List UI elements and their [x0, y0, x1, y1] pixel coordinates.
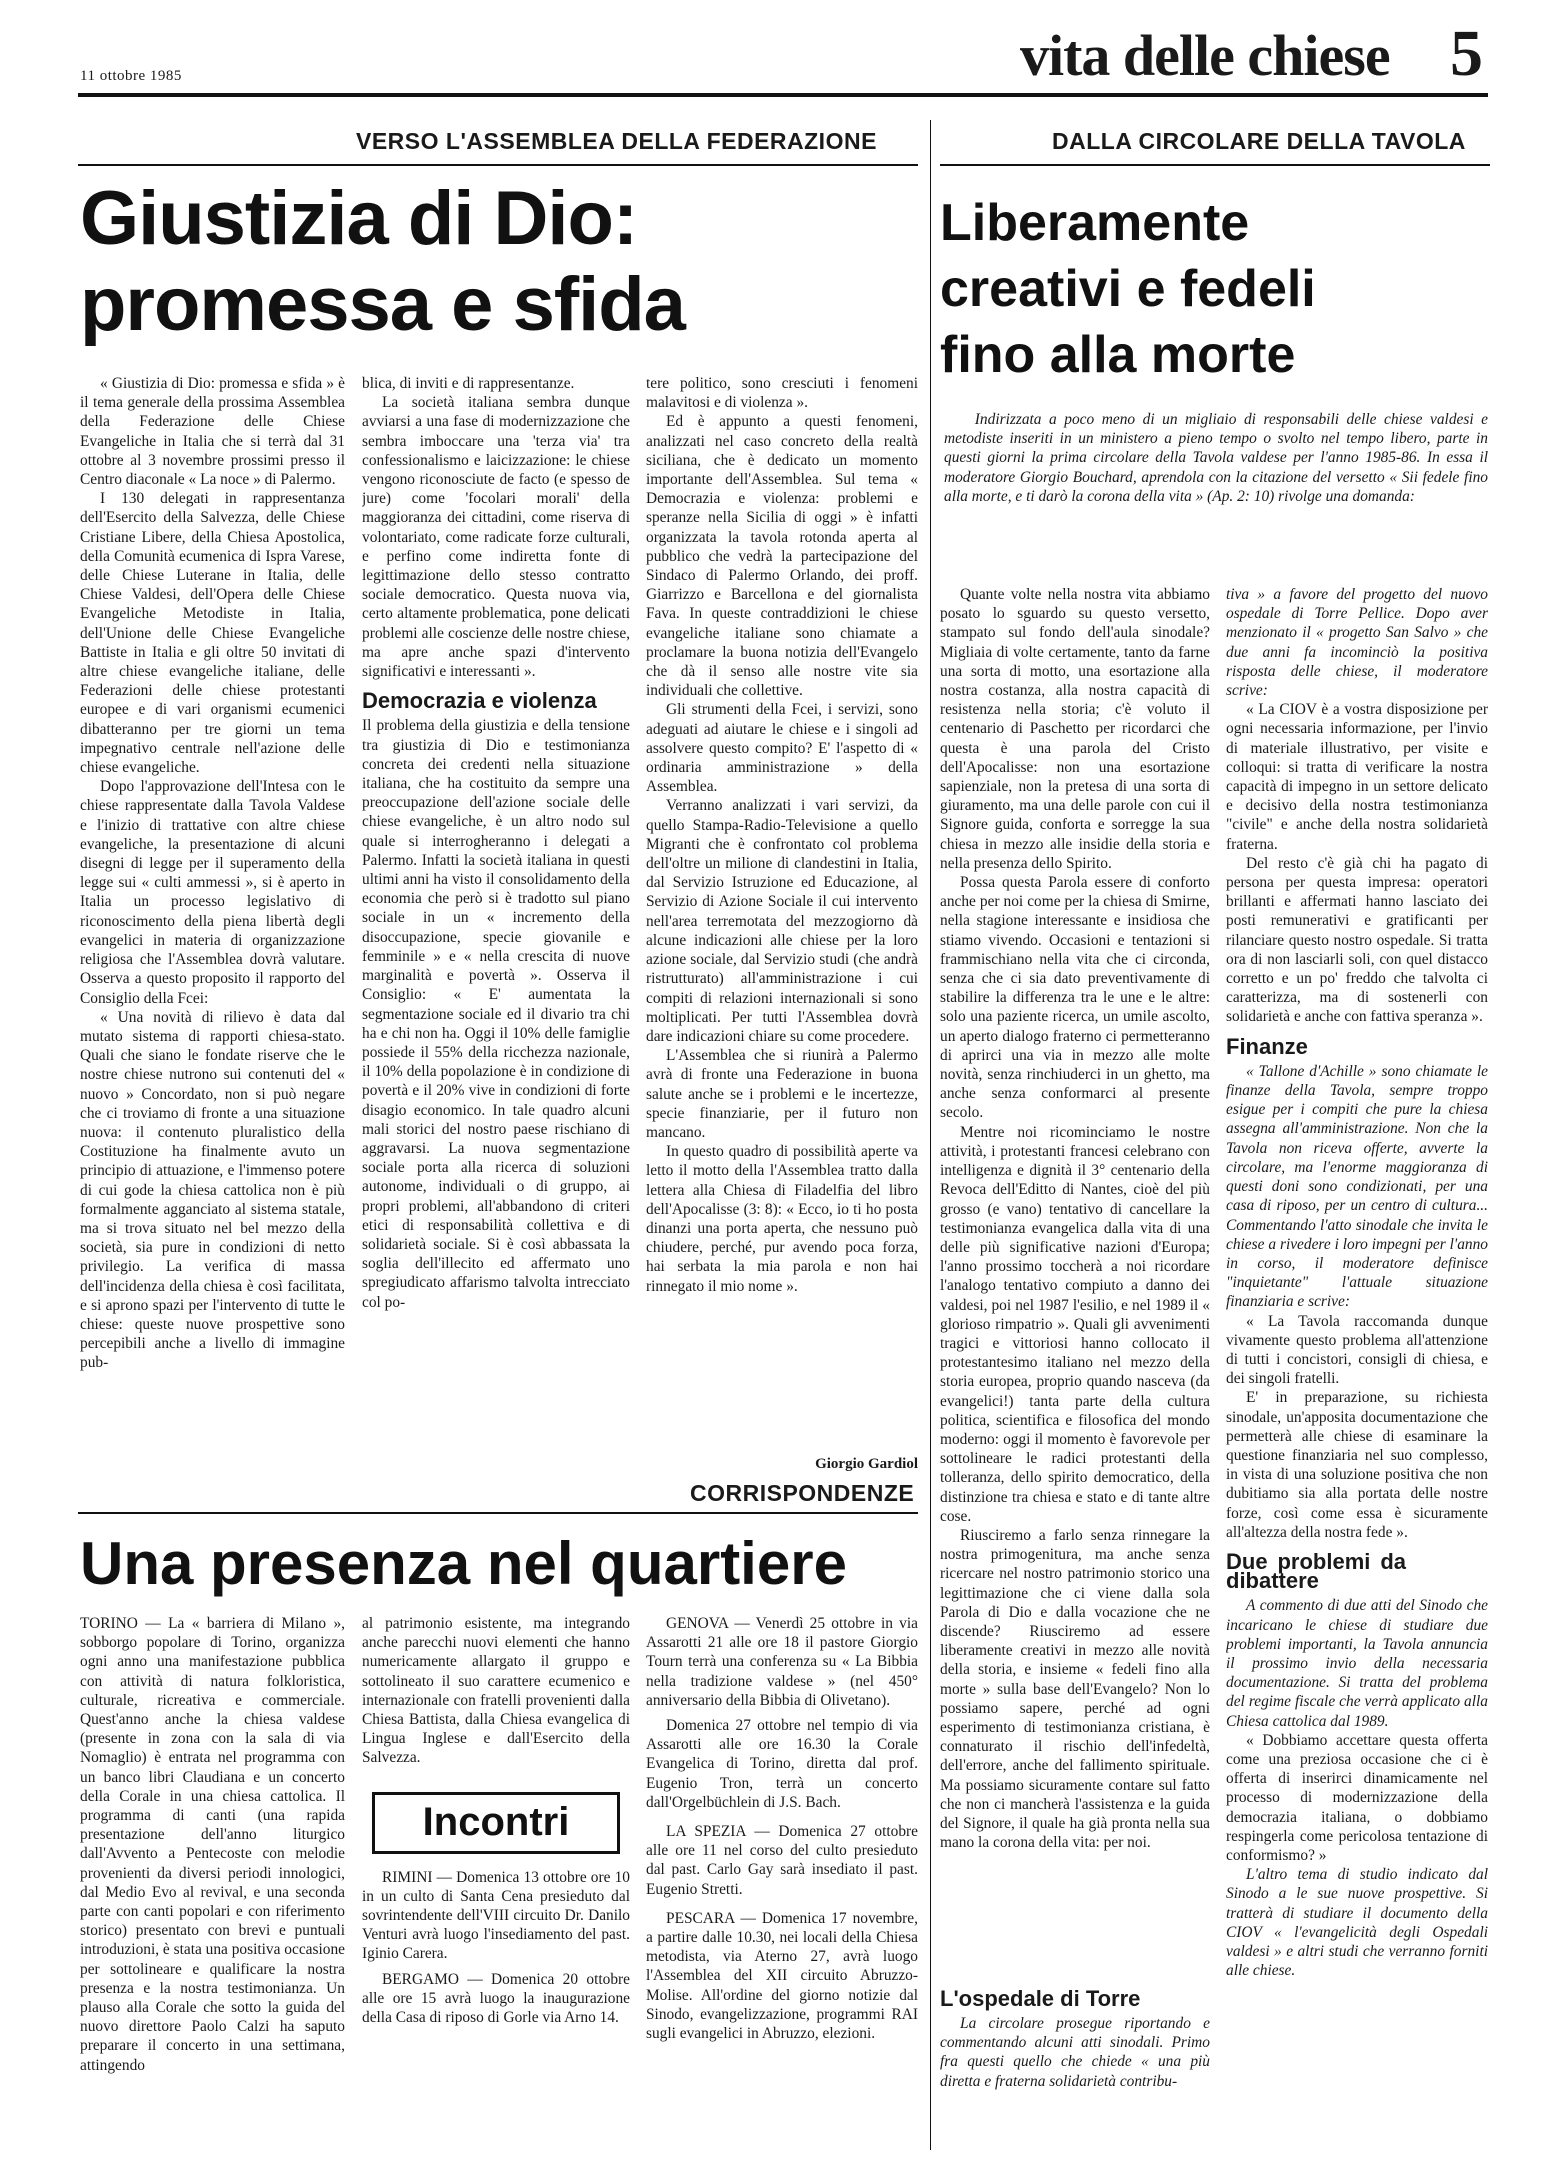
article3-title: Una presenza nel quartiere	[80, 1530, 847, 1597]
article1-col3-paragraph: In questo quadro di possibilità aperte va letto il motto della l'Assemblea tratto dalla lettera alla Chiesa di Filadelfia del libro dell'Apocalisse (3: 8): « Ecco, io ti ho posta dinanzi una porta aperta, che nessuno può chiudere, perché, pur avendo poca forza, hai serbata la mia parola e non hai rinnegato il mio nome ».	[646, 1143, 918, 1295]
incontri-title: Incontri	[422, 1800, 570, 1845]
finanze-paragraph: « La Tavola raccomanda dunque vivamente questo problema all'attenzione di tutti i concistori, consigli di chiesa, e dei singoli fratelli.	[1226, 1312, 1488, 1388]
article2-kicker-rule	[940, 164, 1490, 166]
article2-title-line2: creativi e fedeli	[940, 260, 1316, 318]
article2-col2-paragraph: « La CIOV è a vostra disposizione per ogni necessaria informazione, per l'invio di materiale illustrativo, per visite e colloqui: si tratta di verificare la nostra capacità di impegno in un settore delicato e decisivo della nostra testimonianza "civile" e anche della nostra solidarietà fraterna.	[1226, 701, 1488, 853]
problemi-intro: A commento di due atti del Sinodo che incaricano le chiese di studiare due problemi importanti, la Tavola annuncia il prossimo invio della necessaria documentazione. Si tratta del problema del regime fiscale che verrà applicato alla Chiesa cattolica dal 1989.	[1226, 1597, 1488, 1730]
article3-column3	[646, 1614, 918, 2154]
article2-kicker: DALLA CIRCOLARE DELLA TAVOLA	[1052, 128, 1466, 154]
finanze-subhead: Finanze	[1226, 1033, 1308, 1059]
article1-col2b-paragraph: Il problema della giustizia e della tensione tra giustizia di Dio e testimonianza concreta dei credenti nella situazione italiana, che ha costituito da sempre una preoccupazione dell'azione sociale delle chiese evangeliche, è un altro nodo sul quale si interrogheranno i delegati a Palermo. Infatti la società italiana in questi ultimi anni ha visto il consolidamento della economia che però si è tradotto sul piano sociale in un « incremento della disoccupazione, specie giovanile e femminile » e « nella crescita di nuove marginalità e povertà ». Osserva il Consiglio: « E' aumentata la segmentazione sociale ed il divario tra chi ha e chi non ha. Oggi il 10% delle famiglie possiede il 55% della ricchezza nazionale, il 10% della popolazione è in condizione di povertà e il 20% vive in condizioni di forte disagio economico. In tale quadro alcuni mali storici del nostro paese rischiano di aggravarsi. La nuova segmentazione sociale porta alla ricerca di soluzioni autonome, individuali o di gruppo, ai propri problemi, all'abbandono di criteri etici di responsabilità collettiva e di solidarietà sociale. Si è così abbassata la soglia dell'illecito ed affermato uno spregiudicato affarismo talvolta intrecciato col po-	[362, 717, 630, 1311]
laspezia-notice: LA SPEZIA — Domenica 27 ottobre alle ore 11 nel corso del culto presieduto dal past. Carlo Gay sarà insediato il past. Eugenio Stretti.	[646, 1823, 918, 1898]
democrazia-subhead: Democrazia e violenza	[362, 688, 597, 714]
ospedale-subhead: L'ospedale di Torre	[940, 1986, 1141, 2011]
article1-column1	[80, 374, 345, 1474]
article2-col1-paragraph: Mentre noi ricominciamo le nostre attività, i protestanti francesi celebrano con intelligenza e dignità il 3° centenario della Revoca dell'Editto di Nantes, cioè del più grosso (e vano) tentativo di cancellare la testimonianza evangelica dalla vita di una delle più significative nazioni d'Europa; l'anno prossimo toccherà a noi ricordare l'analogo tentativo compiuto a danno dei valdesi, poi nel 1987 l'esilio, e nel 1989 il « glorioso rimpatrio ». Quali gli avvenimenti tragici e vittoriosi hanno collocato il protestantesimo italiano nel mezzo della storia europea, proprio quando nasceva (da evangelici!) tanta parte della cultura politica, scientifica e filosofica del mondo moderno: oggi il momento è favorevole per sottolineare le radici protestanti della tolleranza, dello spirito democratico, della distinzione tra chiesa e stato e di tante altre cose.	[940, 1123, 1210, 1525]
article1-col3-paragraph: Verranno analizzati i vari servizi, da quello Stampa-Radio-Televisione a quello Migranti che è confrontato col problema dell'oltre un milione di clandestini in Italia, dal Servizio Istruzione ed Educazione, al Servizio di Azione Sociale il cui intervento nell'area terremotata del mezzogiorno dà alcune indicazioni alle chiese per la loro azione sociale, dal Servizio studi (che andrà ristrutturato) all'amministrazione i cui compiti di relazioni internazionali si sono moltiplicati. Per tutti l'Assemblea dovrà dare indicazioni chiare su come procedere.	[646, 797, 918, 1045]
article2-column2	[1226, 585, 1488, 2145]
article2-col2-paragraph: Del resto c'è già chi ha pagato di persona per questa impresa: operatori brillanti e affermati hanno lasciato dei posti remunerativi e gratificanti per rilanciare questo nostro ospedale. Si tratta ora di non lasciarli soli, con quel distacco corretto e un po' freddo che talvolta ci caratterizza, ma di sostenerli con solidarietà e anche con fattiva speranza ».	[1226, 854, 1488, 1026]
column-divider	[930, 120, 931, 2150]
article1-column2	[362, 374, 630, 1474]
problemi-text: « Dobbiamo accettare questa offerta come una preziosa occasione che ci è offerta di inserirci dinamicamente nel processo di modernizzazione della democrazia italiana, o dobbiamo respingerla come pericolosa tentazione di conformismo? »	[1226, 1731, 1488, 1864]
article3-kicker: CORRISPONDENZE	[690, 1480, 915, 1506]
article1-col3-paragraph: tere politico, sono cresciuti i fenomeni malavitosi e di violenza ».	[646, 375, 918, 412]
article1-col1-paragraph: Dopo l'approvazione dell'Intesa con le chiese rappresentate dalla Tavola Valdese e l'inizio di trattative con altre chiese evangeliche, la presentazione di alcuni disegni di legge per il superamento della legge sui « culti ammessi », si è aperto in Italia un processo legislativo di riconoscimento della piena libertà degli evangelici in materia di organizzazione religiosa che l'Assemblea dovrà valutare. Osserva a questo proposito il rapporto del Consiglio della Fcei:	[80, 778, 345, 1007]
torino-continued: al patrimonio esistente, ma integrando anche parecchi nuovi elementi che hanno numericamente allargato il gruppo e sottolineato il suo carattere ecumenico e internazionale con fratelli provenienti dalla Chiesa Battista, dalla Chiesa evangelica di Lingua Inglese e dall'Esercito della Salvezza.	[362, 1615, 630, 1767]
article2-column1	[940, 585, 1210, 1975]
article1-col3-paragraph: L'Assemblea che si riunirà a Palermo avrà di fronte una Federazione in buona salute anche se i problemi e le incertezze, specie finanziarie, per il futuro non mancano.	[646, 1047, 918, 1141]
article1-col3-paragraph: Gli strumenti della Fcei, i servizi, sono adeguati ad aiutare le chiese e i singoli ad assolvere questo compito? E' l'aspetto di « ordinaria amministrazione » della Assemblea.	[646, 701, 918, 796]
bergamo-notice: BERGAMO — Domenica 20 ottobre alle ore 15 avrà luogo la inaugurazione della Casa di riposo di Gorle via Arno 14.	[362, 1970, 630, 2027]
pescara-notice: PESCARA — Domenica 17 novembre, a partire dalle 10.30, nei locali della Chiesa metodista, via Aterno 27, avrà luogo l'Assemblea del XII circuito Abruzzo-Molise. All'ordine del giorno notizie dal Sinodo, evangelizzazione, programmi RAI sugli evangelici in Abruzzo, elezioni.	[646, 1909, 918, 2043]
page-number: 5	[1450, 17, 1483, 90]
genova-notice-2: Domenica 27 ottobre nel tempio di via Assarotti alle ore 16.30 la Corale Evangelica di Torino, diretta dal prof. Eugenio Tron, terrà un concerto dall'Orgelbüchlein di J.S. Bach.	[646, 1717, 918, 1811]
header-rule	[78, 93, 1488, 97]
section-title: vita delle chiese	[1020, 23, 1390, 88]
article2-title	[940, 190, 1316, 388]
article1-col1-paragraph: « Giustizia di Dio: promessa e sfida » è il tema generale della prossima Assemblea della Federazione delle Chiese Evangeliche in Italia che si terrà dal 31 ottobre al 3 novembre prossimi presso il Centro diaconale « La noce » di Palermo.	[80, 375, 345, 489]
article1-kicker: VERSO L'ASSEMBLEA DELLA FEDERAZIONE	[356, 128, 877, 154]
article1-col1-paragraph: « Una novità di rilievo è data dal mutato sistema di rapporti chiesa-stato. Quali che siano le fondate riserve che le nostre chiese nutrono sui contenuti del « nuovo » Concordato, non si può negare che ci troviamo di fronte a una situazione nuova: il contenuto pluralistico della Costituzione ha finalmente avuto un principio di attuazione, e l'immenso potere di cui gode la chiesa cattolica non è più formalmente agganciato al sistema statale, ma si trova situato nel bel mezzo della società, sia pure in condizioni di netto privilegio. La verifica di massa dell'incidenza della chiesa è così facilitata, e si aprono spazi per l'intervento di tutte le chiese: queste nuove prospettive sono percepibili anche a livello di immagine pub-	[80, 1008, 345, 1372]
article1-title	[80, 176, 685, 348]
article1-title-line1: Giustizia di Dio:	[80, 176, 638, 261]
article1-title-line2: promessa e sfida	[80, 262, 685, 347]
article2-column2-quotes	[1226, 700, 1488, 1026]
rimini-notice: RIMINI — Domenica 13 ottobre ore 10 in un culto di Santa Cena presieduto dal sovrintendente dell'VIII circuito Dr. Danilo Venturi avrà luogo l'insediamento del past. Iginio Carera.	[362, 1868, 630, 1963]
article2-col1-paragraph: Quante volte nella nostra vita abbiamo posato lo sguardo su questo versetto, stampato sul fondo dell'aula sinodale? Migliaia di volte certamente, tanto da farne una sorta di motto, una esortazione alla nostra costanza, alla nostra capacità di resistenza nella storia; c'è voluto il centenario di Paschetto per ricordarci che questa è una parola del Cristo dell'Apocalisse: non una esortazione sapienziale, non la pretesa di una sorta di giuramento, ma una delle parole con cui il Signore guida, conforta e sorregge la sua chiesa in mezzo alle insidie della storia e nella presenza dello Spirito.	[940, 586, 1210, 872]
problemi-subhead: Due problemi da dibattere	[1226, 1548, 1406, 1594]
article3-column1: TORINO — La « barriera di Milano », sobborgo popolare di Torino, organizza ogni anno una manifestazione pubblica con attività di natura folkloristica, culturale, ricreativa e commerciale. Quest'anno anche la chiesa valdese (presente in zona con la sala di via Nomaglio) è entrata nel programma con un banco libri Claudiana e un concerto della Corale in una chiesa cattolica. Il programma di canti (una rapida presentazione dell'anno liturgico dall'Avvento a Pentecoste con melodie provenienti da diversi periodi innologici, dal Medio Evo al revival, e una seconda parte con canti popolari e con riferimento storico) presentato con brevi e puntuali introduzioni, è stata una positiva occasione per sottolineare e qualificare la nostra presenza e la nostra testimonianza. Un plauso alla Corale che sotto la guida del nuovo direttore Paolo Calzi ha saputo preparare il concerto in una settimana, attingendo	[80, 1615, 345, 2074]
finanze-intro: « Tallone d'Achille » sono chiamate le finanze della Tavola, sempre troppo esigue per i compiti che pure la chiesa assegna all'amministrazione. Non che la Tavola non riceva offerte, avverte la circolare, ma l'enorme maggioranza di questi doni sono condizionati, per una casa di riposo, per un centro di cultura... Commentando l'atto sinodale che invita le chiese a rivedere i loro impegni per l'anno in corso, il moderatore definisce "inquietante" l'attuale situazione finanziaria e scrive:	[1226, 1062, 1488, 1311]
article3-column2	[362, 1614, 630, 2154]
incontri-box	[372, 1792, 620, 1854]
article2-col1-paragraph: Riusciremo a farlo senza rinnegare la nostra primogenitura, ma anche senza ricercare nel nostro patrimonio storico una legittimazione che ci viene dalla sola Parola di Dio e dalla vocazione che ne discende? Riusciremo ad essere liberamente creativi in mezzo alle novità della storia, e insieme « fedeli fino alla morte » sulla base dell'Evangelo? Non lo possiamo sapere, perché ad ogni esperimento di testimonianza cristiana, è connaturato il rischio dell'infedeltà, dell'errore, anche del fallimento spirituale. Ma possiamo sicuramente contare sul fatto che non ci mancherà l'assistenza e la guida del Signore, il quale ha già pronta nella sua mano la corona della vita: per noi.	[940, 1526, 1210, 1852]
article1-column3	[646, 374, 918, 1454]
article1-col1-paragraph: I 130 delegati in rappresentanza dell'Esercito della Salvezza, delle Chiese Cristiane Libere, della Chiesa Apostolica, della Comunità ecumenica di Ispra Varese, delle Chiese Luterane in Italia, delle Chiese Valdesi, dell'Opera delle Chiese Evangeliche Metodiste in Italia, dell'Unione delle Chiese Evangeliche Battiste in Italia e gli oltre 50 invitati di altre chiese evangeliche italiane, delle Federazioni delle chiese protestanti europee e di vari organismi ecumenici dibatteranno per tre giorni un tema impegnativo centrale nell'azione delle chiese evangeliche.	[80, 490, 345, 777]
article1-col3-paragraph: Ed è appunto a questi fenomeni, analizzati nel caso concreto della realtà siciliana, che è dedicato un momento importante dell'Assemblea. Sul tema « Democrazia e violenza: problemi e speranze nella Sicilia di oggi » è infatti organizzata la tavola rotonda aperta al pubblico che vedrà la partecipazione del Sindaco di Palermo Orlando, dei proff. Giarrizzo e Barcellona e del giornalista Fava. In queste contraddizioni le chiese evangeliche italiane sono chiamate a proclamare la buona notizia dell'Evangelo che dà il senso alle nostre vite sia individuali che collettive.	[646, 413, 918, 700]
genova-notice: GENOVA — Venerdì 25 ottobre in via Assarotti 21 alle ore 18 il pastore Giorgio Tourn terrà una conferenza su « La Bibbia nella tradizione valdese » (nel 450° anniversario della Bibbia di Olivetano).	[646, 1615, 918, 1709]
ospedale-text: La circolare prosegue riportando e commentando alcuni atti sinodali. Primo fra questi quello che chiede « una più diretta e fraterna solidarietà contribu-	[940, 2015, 1210, 2090]
finanze-text	[1226, 1312, 1488, 1542]
article2-col1-paragraph: Possa questa Parola essere di conforto anche per noi come per la chiesa di Smirne, nella stagione interessante e insidiosa che stiamo vivendo. Occasioni e tentazioni si frammischiano nella vita che ci circonda, senza che ci sia dato preventivamente di stabilire la differenza tra le une e le altre: solo una paziente ricerca, un umile ascolto, un aperto dialogo fraterno ci permetteranno di aprirci una via in mezzo alle molte novità, senza rinchiuderci in un ghetto, ma anche senza conformarci al presente secolo.	[940, 874, 1210, 1122]
article1-kicker-rule	[78, 164, 918, 166]
article2-title-line3: fino alla morte	[940, 326, 1296, 384]
ospedale-text-cont: tiva » a favore del progetto del nuovo ospedale di Torre Pellice. Dopo aver menzionato il « progetto San Salvo » che due anni fa incominciò la positiva risposta delle chiese, il moderatore scrive:	[1226, 586, 1488, 700]
article1-col2-paragraph: La società italiana sembra dunque avviarsi a una fase di modernizzazione che sembra imboccare una 'terza via' tra confessionalismo e laicizzazione: le chiese vengono riconosciute de facto (e spesso de jure) come 'focolari morali' della maggioranza dei cittadini, come riserva di volontariato, come radicate forze culturali, e perfino come indiretta fonte di legittimazione dello stesso contratto sociale democratico. Questa nuova via, certo altamente problematica, pone delicati problemi alle coscienze delle nostre chiese, ma apre anche spazi d'intervento significativi e interessanti ».	[362, 394, 630, 681]
finanze-paragraph: E' in preparazione, su richiesta sinodale, un'apposita documentazione che permetterà alle chiese di esaminare la questione finanziaria nel suo complesso, in vista di una soluzione positiva che non dubitiamo sia alla portata delle nostre forze, così come essa è sicuramente all'altezza della nostra fede ».	[1226, 1389, 1488, 1541]
article1-signature: Giorgio Gardiol	[815, 1456, 918, 1472]
article2-title-line1: Liberamente	[940, 194, 1250, 252]
problemi-outro: L'altro tema di studio indicato dal Sinodo a le sue nuove prospettive. Si tratterà di studiare il documento della CIOV « l'evangelicità degli Ospedali valdesi » e altri studi che verranno forniti alle chiese.	[1226, 1866, 1488, 1980]
page-date: 11 ottobre 1985	[80, 68, 182, 84]
article3-kicker-rule	[78, 1512, 918, 1514]
article2-intro: Indirizzata a poco meno di un migliaio di responsabili delle chiese valdesi e metodiste inseriti in un ministero a pieno tempo o svolto nel tempo libero, parte in questi giorni la prima circolare della Tavola valdese per l'anno 1985-86. In essa il moderatore Giorgio Bouchard, aprendola con la citazione del versetto « Sii fedele fino alla morte, e ti darò la corona della vita » (Ap. 2: 10) rivolge una domanda:	[944, 411, 1488, 505]
article1-col2-paragraph: blica, di inviti e di rappresentanze.	[362, 375, 575, 392]
